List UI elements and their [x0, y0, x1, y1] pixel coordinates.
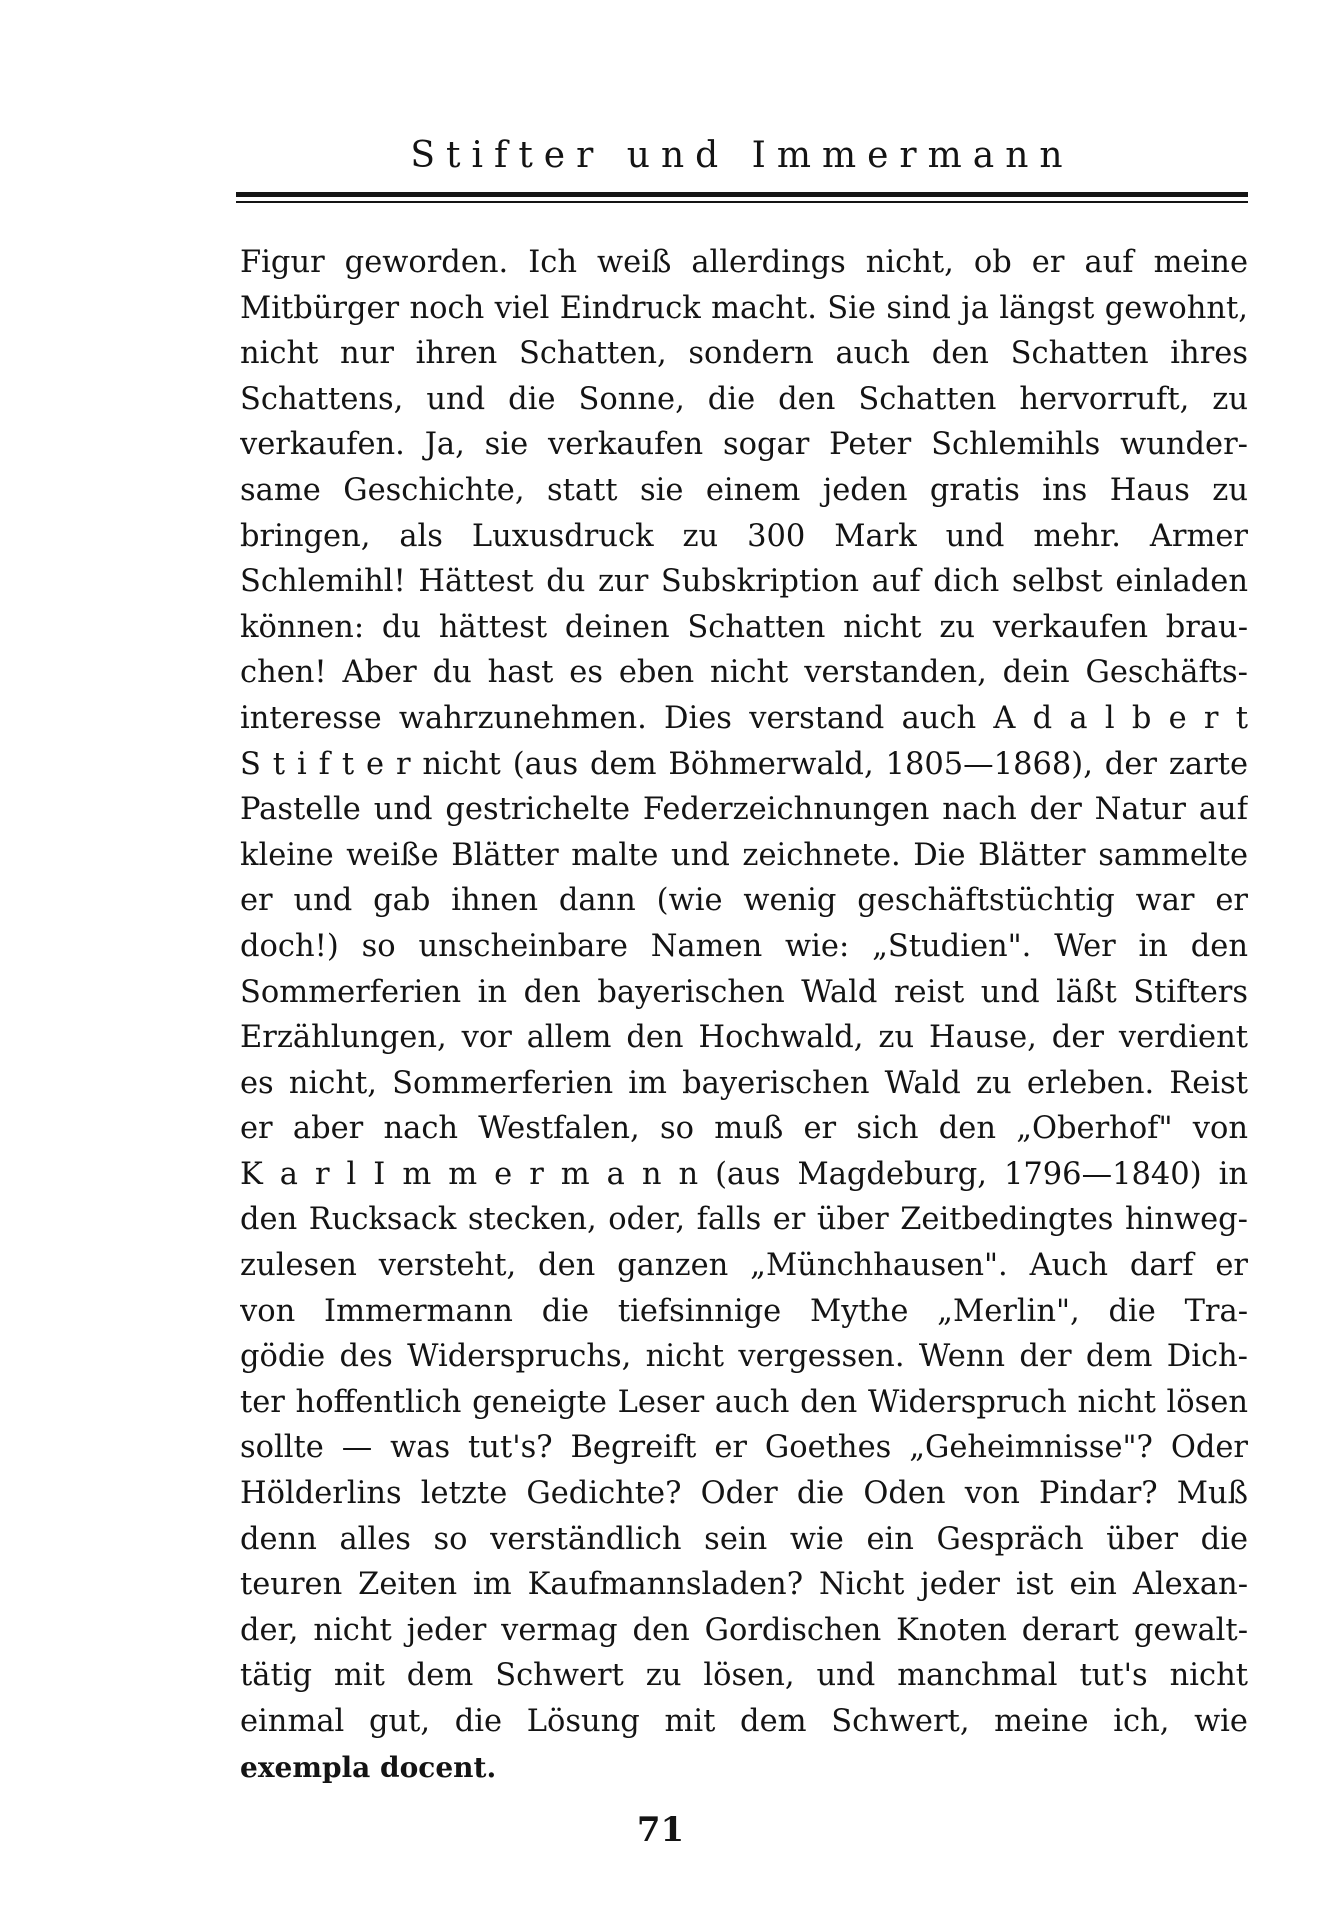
text-line: Erzählungen, vor allem den Hochwald, zu Hause, der verdient — [240, 1020, 1248, 1056]
text-line: zulesen versteht, den ganzen „Münchhausen". Auch darf er — [240, 1248, 1248, 1284]
text-line: Figur geworden. Ich weiß allerdings nicht, ob er auf meine — [240, 245, 1248, 280]
text-line: es nicht, Sommerferien im bayerischen Wald zu erleben. Reist — [240, 1065, 1248, 1101]
text-line: Pastelle und gestrichelte Federzeichnungen nach der Natur auf — [240, 792, 1248, 828]
text-line: Schlemihl! Hättest du zur Subskription auf dich selbst einladen — [240, 564, 1248, 600]
body-text — [240, 240, 1248, 1790]
running-head-title: Stifter und Immermann — [410, 135, 1074, 176]
text-line: chen! Aber du hast es eben nicht verstanden, dein Geschäfts- — [240, 655, 1248, 691]
text-line: Sommerferien in den bayerischen Wald reist und läßt Stifters — [240, 974, 1248, 1010]
text-line: kleine weiße Blätter malte und zeichnete. Die Blätter sammelte — [240, 837, 1248, 873]
header-rule-thin — [236, 201, 1248, 203]
page-number: 71 — [636, 1810, 685, 1850]
text-line: same Geschichte, statt sie einem jeden gratis ins Haus zu — [240, 472, 1248, 508]
text-line: einmal gut, die Lösung mit dem Schwert, meine ich, wie — [240, 1704, 1248, 1739]
text-line: von Immermann die tiefsinnige Mythe „Merlin", die Tra- — [240, 1293, 1248, 1329]
text-line: den Rucksack stecken, oder, falls er über Zeitbedingtes hinweg- — [240, 1202, 1248, 1238]
text-line: K a r l I m m e r m a n n (aus Magdeburg, 1796—1840) in — [240, 1156, 1248, 1192]
text-line: Hölderlins letzte Gedichte? Oder die Oden von Pindar? Muß — [240, 1476, 1248, 1512]
text-line: Mitbürger noch viel Eindruck macht. Sie sind ja längst gewohnt, — [240, 290, 1248, 326]
text-line: er aber nach Westfalen, so muß er sich den „Oberhof" von — [240, 1111, 1248, 1147]
text-line: nicht nur ihren Schatten, sondern auch den Schatten ihres — [240, 336, 1248, 372]
text-line: Schattens, und die Sonne, die den Schatten hervorruft, zu — [240, 381, 1248, 417]
text-line: gödie des Widerspruchs, nicht vergessen. Wenn der dem Dich- — [240, 1339, 1248, 1375]
text-line-final: exempla docent. — [240, 1750, 497, 1784]
text-line: verkaufen. Ja, sie verkaufen sogar Peter Schlemihls wunder- — [240, 427, 1248, 463]
text-line: können: du hättest deinen Schatten nicht zu verkaufen brau- — [240, 609, 1248, 645]
text-line: teuren Zeiten im Kaufmannsladen? Nicht jeder ist ein Alexan- — [240, 1567, 1248, 1603]
text-line: interesse wahrzunehmen. Dies verstand auch A d a l b e r t — [240, 700, 1248, 736]
header-rule-thick — [236, 192, 1248, 197]
text-line: sollte — was tut's? Begreift er Goethes „Geheimnisse"? Oder — [240, 1430, 1248, 1466]
text-line: S t i f t e r nicht (aus dem Böhmerwald, 1805—1868), der zarte — [240, 746, 1248, 782]
text-line: ter hoffentlich geneigte Leser auch den Widerspruch nicht lösen — [240, 1384, 1248, 1420]
text-line: denn alles so verständlich sein wie ein Gespräch über die — [240, 1521, 1248, 1557]
text-line: der, nicht jeder vermag den Gordischen Knoten derart gewalt- — [240, 1612, 1248, 1648]
text-line: tätig mit dem Schwert zu lösen, und manchmal tut's nicht — [240, 1658, 1248, 1694]
text-line: doch!) so unscheinbare Namen wie: „Studien". Wer in den — [240, 928, 1248, 964]
text-line: er und gab ihnen dann (wie wenig geschäftstüchtig war er — [240, 883, 1248, 919]
text-line: bringen, als Luxusdruck zu 300 Mark und mehr. Armer — [240, 518, 1248, 554]
